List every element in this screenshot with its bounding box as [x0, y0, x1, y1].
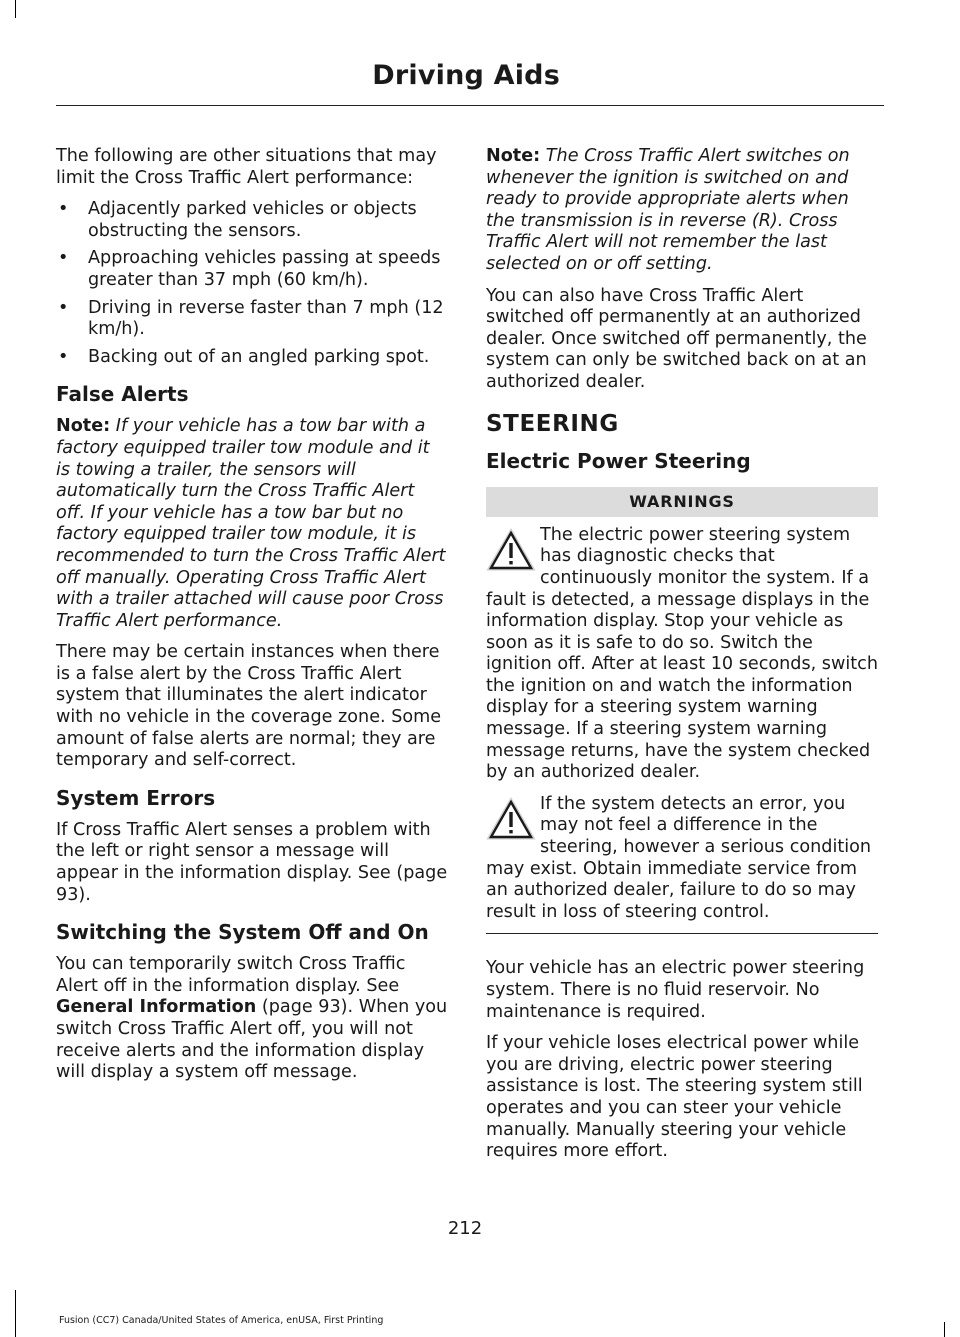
footer-text: Fusion (CC7) Canada/United States of America, enUSA, First Printing	[59, 1315, 384, 1326]
warning-text: The electric power steering system has diagnostic checks that continuously monitor the system. If a fault is detected, a message displays in the information display. Stop your vehicle as soon as it is safe to do so. Switch the ignition off. After at least 10 seconds, switch the ignition on and watch the information display for a steering system warning message. If a steering system warning message returns, have the system checked by an authorized dealer.	[486, 524, 878, 783]
cross-traffic-note	[486, 146, 878, 276]
false-alerts-paragraph: There may be certain instances when there is a false alert by the Cross Traffic Alert system that illuminates the alert indicator with no vehicle in the coverage zone. Some amount of false alerts are normal; they are temporary and self-correct.	[56, 642, 442, 771]
switching-text-post: (page 93). When you switch Cross Traffic Alert off, you will not receive alerts and the information display will display a system off message.	[56, 997, 448, 1083]
eps-paragraph: If your vehicle loses electrical power while you are driving, electric power steering assistance is lost. The steering system still operates and you can steer your vehicle manually. Manually steering your vehicle requires more effort.	[486, 1033, 863, 1162]
false-alerts-heading: False Alerts	[56, 382, 189, 407]
limitation-list	[56, 199, 448, 368]
dealer-paragraph: You can also have Cross Traffic Alert switched off permanently at an authorized dealer. Once switched off permanently, the system can only be switched back on at an authorized dealer.	[486, 285, 867, 392]
list-item: • Approaching vehicles passing at speeds greater than 37 mph (60 km/h).	[56, 248, 448, 291]
page-title: Driving Aids	[372, 60, 560, 91]
general-information-link[interactable]: General Information	[56, 997, 257, 1018]
warning-triangle-icon	[486, 527, 536, 573]
switching-heading: Switching the System Off and On	[56, 920, 429, 945]
intro-paragraph: The following are other situations that may limit the Cross Traffic Alert performance:	[56, 146, 437, 188]
false-alerts-note	[56, 416, 448, 632]
warnings-header: WARNINGS	[486, 487, 878, 517]
system-errors-heading: System Errors	[56, 785, 216, 810]
list-item: • Backing out of an angled parking spot.	[56, 347, 448, 369]
crop-mark-bottom-left	[15, 1290, 16, 1337]
crop-mark-top-left	[15, 0, 16, 18]
list-item: • Driving in reverse faster than 7 mph (12 km/h).	[56, 298, 448, 341]
system-errors-paragraph: If Cross Traffic Alert senses a problem with the left or right sensor a message will appear in the information display. See (page 93).	[56, 819, 448, 905]
list-item: • Adjacently parked vehicles or objects obstructing the sensors.	[56, 199, 448, 242]
eps-paragraph: Your vehicle has an electric power steering system. There is no fluid reservoir. No maintenance is required.	[486, 958, 865, 1022]
note-text: If your vehicle has a tow bar with a factory equipped trailer tow module and it is towing a trailer, the sensors will automatically turn the Cross Traffic Alert off. If your vehicle has a tow bar but no factory equipped trailer tow module, it is recommended to turn the Cross Traffic Alert off manually. Operating Cross Traffic Alert with a trailer attached will cause poor Cross Traffic Alert performance.	[56, 416, 446, 631]
note-label: Note:	[486, 146, 541, 166]
warning-block	[486, 525, 878, 784]
switching-text-pre: You can temporarily switch Cross Traffic Alert off in the information display. See	[56, 954, 406, 996]
page-number: 212	[447, 1218, 483, 1239]
steering-heading: STEERING	[486, 410, 619, 437]
note-text: The Cross Traffic Alert switches on whenever the ignition is switched on and ready to provide appropriate alerts when the transmission is in reverse (R). Cross Traffic Alert will not remember the last selected on or off setting.	[486, 146, 850, 274]
crop-mark-bottom-right	[944, 1322, 945, 1337]
warnings-end-rule	[486, 933, 878, 934]
warning-text: If the system detects an error, you may not feel a difference in the steering, however a serious condition may exist. Obtain immediate service from an authorized dealer, failure to do so may result in loss of steering control.	[486, 793, 872, 922]
warning-block	[486, 794, 878, 924]
left-column	[56, 146, 448, 1094]
header-rule	[56, 105, 884, 106]
note-label: Note:	[56, 416, 111, 437]
right-column	[486, 146, 878, 1173]
switching-paragraph	[56, 954, 448, 1084]
eps-heading: Electric Power Steering	[486, 449, 751, 474]
warning-triangle-icon	[486, 796, 536, 842]
